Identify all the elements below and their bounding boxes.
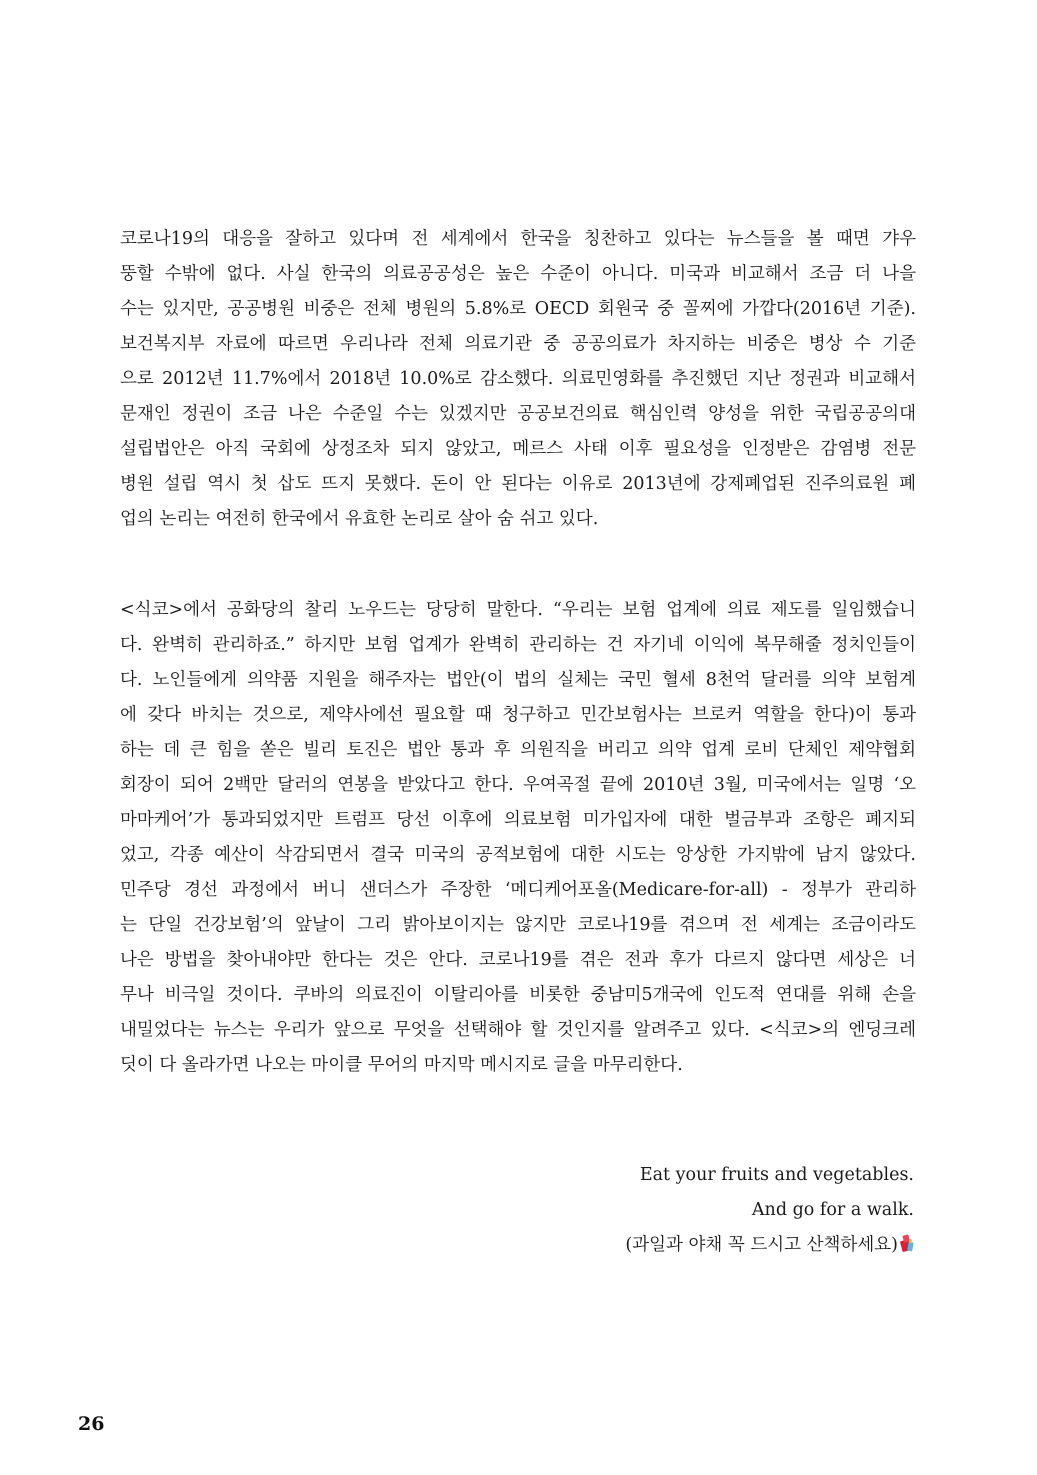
- text-line: <식코>에서 공화당의 찰리 노우드는 당당히 말한다. “우리는 보험 업계에 의료 제도를 일임했습니: [120, 600, 916, 620]
- body-paragraph-2: [120, 593, 916, 1083]
- closing-line-3: (과일과 야채 꼭 드시고 산책하세요): [625, 1235, 898, 1255]
- lipstick-icon: [900, 1231, 914, 1251]
- text-line: 무나 비극일 것이다. 쿠바의 의료진이 이탈리아를 비롯한 중남미5개국에 인도적 연대를 위해 손을: [120, 985, 916, 1005]
- text-line: 딧이 다 올라가면 나오는 마이클 무어의 마지막 메시지로 글을 마무리한다.: [120, 1055, 683, 1075]
- text-line: 문재인 정권이 조금 나은 수준일 수는 있겠지만 공공보건의료 핵심인력 양성을 위한 국립공공의대: [120, 404, 916, 424]
- text-line: 에 갖다 바치는 것으로, 제약사에선 필요할 때 청구하고 민간보험사는 브로커 역할을 한다)이 통과: [120, 705, 916, 725]
- text-line: 뚱할 수밖에 없다. 사실 한국의 의료공공성은 높은 수준이 아니다. 미국과 비교해서 조금 더 나을: [120, 264, 916, 284]
- text-line: 는 단일 건강보험’의 앞날이 그리 밝아보이지는 않지만 코로나19를 겪으며 전 세계는 조금이라도: [120, 915, 916, 935]
- page-number: 26: [78, 1413, 105, 1435]
- text-line: 었고, 각종 예산이 삭감되면서 결국 미국의 공적보험에 대한 시도는 앙상한 가지밖에 남지 않았다.: [120, 845, 916, 865]
- text-line: 보건복지부 자료에 따르면 우리나라 전체 의료기관 중 공공의료가 차지하는 비중은 병상 수 기준: [120, 334, 916, 354]
- body-paragraph-1: [120, 222, 916, 537]
- text-line: 다. 완벽히 관리하죠.” 하지만 보험 업계가 완벽히 관리하는 건 자기네 이익에 복무해줄 정치인들이: [120, 635, 916, 655]
- text-line: 설립법안은 아직 국회에 상정조차 되지 않았고, 메르스 사태 이후 필요성을 인정받은 감염병 전문: [120, 439, 916, 459]
- text-line: 병원 설립 역시 첫 삽도 뜨지 못했다. 돈이 안 된다는 이유로 2013년에 강제폐업된 진주의료원 폐: [120, 474, 916, 494]
- closing-line-1: Eat your fruits and vegetables.: [639, 1165, 914, 1185]
- closing-quote: [500, 1158, 914, 1263]
- text-line: 마마케어’가 통과되었지만 트럼프 당선 이후에 의료보험 미가입자에 대한 벌금부과 조항은 폐지되: [120, 810, 916, 830]
- text-line: 다. 노인들에게 의약품 지원을 해주자는 법안(이 법의 실체는 국민 혈세 8천억 달러를 의약 보험계: [120, 670, 916, 690]
- text-line: 나은 방법을 찾아내야만 한다는 것은 안다. 코로나19를 겪은 전과 후가 다르지 않다면 세상은 너: [120, 950, 916, 970]
- text-line: 코로나19의 대응을 잘하고 있다며 전 세계에서 한국을 칭찬하고 있다는 뉴스들을 볼 때면 갸우: [120, 229, 916, 249]
- text-line: 민주당 경선 과정에서 버니 샌더스가 주장한 ‘메디케어포올(Medicare-for-all) - 정부가 관리하: [120, 880, 916, 900]
- closing-line-2: And go for a walk.: [751, 1200, 914, 1220]
- text-line: 업의 논리는 여전히 한국에서 유효한 논리로 살아 숨 쉬고 있다.: [120, 509, 599, 529]
- text-line: 회장이 되어 2백만 달러의 연봉을 받았다고 한다. 우여곡절 끝에 2010년 3월, 미국에서는 일명 ‘오: [120, 775, 916, 795]
- text-line: 수는 있지만, 공공병원 비중은 전체 병원의 5.8%로 OECD 회원국 중 꼴찌에 가깝다(2016년 기준).: [120, 299, 916, 319]
- text-line: 내밀었다는 뉴스는 우리가 앞으로 무엇을 선택해야 할 것인지를 알려주고 있다. <식코>의 엔딩크레: [120, 1020, 916, 1040]
- text-line: 하는 데 큰 힘을 쏟은 빌리 토진은 법안 통과 후 의원직을 버리고 의약 업계 로비 단체인 제약협회: [120, 740, 916, 760]
- closing-line-3-wrapper: [500, 1228, 914, 1263]
- text-line: 으로 2012년 11.7%에서 2018년 10.0%로 감소했다. 의료민영화를 추진했던 지난 정권과 비교해서: [120, 369, 916, 389]
